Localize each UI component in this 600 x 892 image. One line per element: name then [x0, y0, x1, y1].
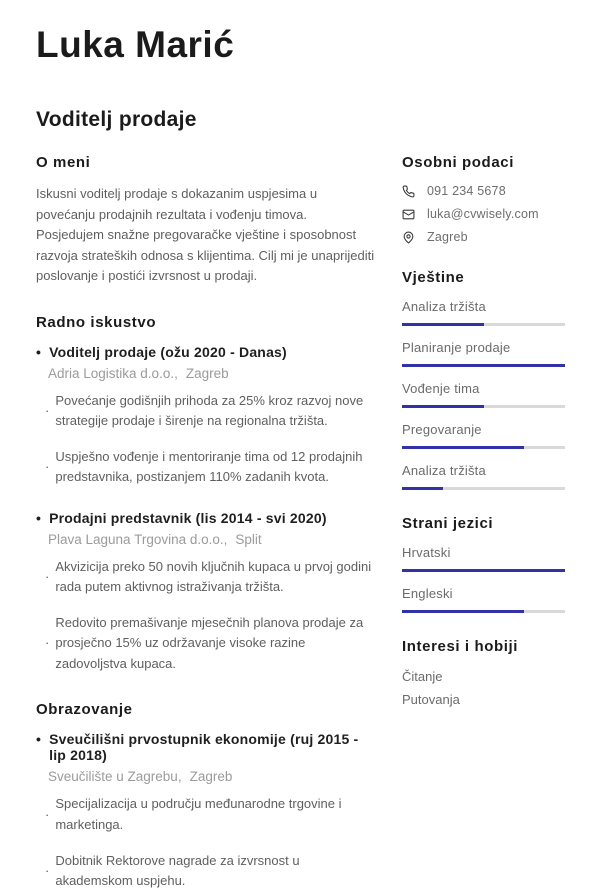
language-label: Hrvatski: [402, 545, 451, 560]
language-label: Engleski: [402, 586, 453, 601]
content-columns: [36, 154, 565, 892]
right-column: [402, 154, 565, 892]
skill-label: Analiza tržišta: [402, 463, 486, 478]
dot-icon: ·: [45, 569, 50, 585]
dot-icon: ·: [45, 806, 50, 822]
dot-icon: ·: [45, 635, 50, 651]
contact-location-row: [402, 230, 565, 244]
skill-label: Vođenje tima: [402, 381, 480, 396]
job-entry: [36, 344, 378, 488]
dot-icon: ·: [45, 458, 50, 474]
job-company: Adria Logistika d.o.o.,: [48, 365, 178, 381]
bullet-icon: •: [36, 343, 42, 360]
education-entry: [36, 731, 378, 891]
location-icon: [402, 231, 415, 244]
language-bar-track: [402, 569, 565, 572]
language-bar-fill: [402, 569, 565, 572]
job-title-line: [36, 510, 378, 526]
skill-bar-fill: [402, 487, 443, 490]
skill-item: [402, 299, 565, 326]
education-detail: [45, 851, 378, 892]
contact-email-row: [402, 207, 565, 221]
language-bar-track: [402, 610, 565, 613]
phone-icon: [402, 185, 415, 198]
section-about: [36, 154, 378, 287]
skills-heading: Vještine: [402, 269, 465, 286]
job-detail: [45, 391, 378, 432]
skill-bar-fill: [402, 364, 565, 367]
skill-label: Pregovaranje: [402, 422, 482, 437]
education-detail-text: Specijalizacija u području međunarodne trgovine i marketinga.: [55, 796, 342, 832]
skill-item: [402, 340, 565, 367]
language-bar-fill: [402, 610, 524, 613]
job-detail: [45, 613, 378, 675]
education-detail: [45, 794, 378, 835]
section-contact: [402, 154, 565, 244]
dot-icon: ·: [45, 402, 50, 418]
languages-heading: Strani jezici: [402, 515, 494, 532]
job-detail-text: Povećanje godišnjih prihoda za 25% kroz razvoj nove strategije prodaje i širenje na regionalna tržišta.: [55, 392, 364, 429]
skill-item: [402, 381, 565, 408]
hobby-item: Putovanja: [402, 691, 460, 707]
skill-bar-track: [402, 405, 565, 408]
job-location: Split: [235, 531, 262, 547]
email-icon: [402, 208, 415, 221]
skill-bar-track: [402, 446, 565, 449]
about-text: Iskusni voditelj prodaje s dokazanim uspjesima u povećanju prodajnih rezultata i vođenju timova. Posjedujem snažne pregovaračke vještine i sposobnost razvoja strateških odnosa s klijentima. Cilj mi je unaprijediti poslovanje i postići izvrsnost u prodaji.: [36, 186, 375, 284]
job-detail-text: Uspješno vođenje i mentoriranje tima od 12 prodajnih predstavnika, postizanjem 110% zadanih kvota.: [55, 448, 363, 485]
skill-bar-track: [402, 364, 565, 367]
education-location: Zagreb: [189, 769, 233, 785]
job-company-line: [48, 532, 378, 547]
section-experience: [36, 314, 378, 675]
bullet-icon: •: [36, 509, 42, 526]
job-detail-text: Redovito premašivanje mjesečnih planova prodaje za prosječno 15% uz održavanje visoke razine zadovoljstva kupaca.: [55, 614, 364, 671]
hobby-item: Čitanje: [402, 669, 443, 684]
location-value: Zagreb: [427, 230, 468, 244]
dot-icon: ·: [45, 862, 50, 878]
contact-phone-row: [402, 184, 565, 198]
section-hobbies: [402, 638, 565, 710]
skill-label: Planiranje prodaje: [402, 340, 511, 355]
job-title-text: Voditelj prodaje (ožu 2020 - Danas): [49, 343, 287, 360]
job-title-text: Prodajni predstavnik (lis 2014 - svi 2020): [49, 509, 327, 526]
skill-bar-fill: [402, 405, 484, 408]
skill-item: [402, 422, 565, 449]
education-school: Sveučilište u Zagrebu,: [48, 769, 182, 785]
education-school-line: [48, 769, 378, 784]
education-heading: Obrazovanje: [36, 701, 133, 719]
job-location: Zagreb: [185, 365, 229, 381]
person-job-title: Voditelj prodaje: [36, 108, 197, 131]
email-value: luka@cvwisely.com: [427, 207, 539, 221]
skill-bar-fill: [402, 323, 484, 326]
section-languages: [402, 515, 565, 613]
section-education: [36, 701, 378, 891]
job-entry: [36, 510, 378, 675]
left-column: [36, 154, 378, 892]
person-name: Luka Marić: [36, 24, 235, 65]
job-company-line: [48, 366, 378, 381]
job-title-line: [36, 344, 378, 360]
language-item: [402, 586, 565, 613]
hobbies-heading: Interesi i hobiji: [402, 638, 519, 655]
contact-heading: Osobni podaci: [402, 154, 514, 171]
section-skills: [402, 269, 565, 490]
bullet-icon: •: [36, 731, 42, 748]
job-detail-text: Akvizicija preko 50 novih ključnih kupaca u prvoj godini rada putem aktivnog istraživanja tržišta.: [55, 558, 372, 595]
education-title-line: [36, 731, 378, 763]
language-item: [402, 545, 565, 572]
skill-bar-track: [402, 323, 565, 326]
skill-item: [402, 463, 565, 490]
job-detail: [45, 557, 378, 598]
phone-value: 091 234 5678: [427, 184, 506, 198]
about-heading: O meni: [36, 154, 91, 171]
experience-heading: Radno iskustvo: [36, 313, 157, 331]
job-detail: [45, 447, 378, 488]
education-title-text: Sveučilišni prvostupnik ekonomije (ruj 2015 - lip 2018): [49, 731, 359, 764]
skill-bar-fill: [402, 446, 524, 449]
education-detail-text: Dobitnik Rektorove nagrade za izvrsnost u akademskom uspjehu.: [55, 852, 300, 889]
job-company: Plava Laguna Trgovina d.o.o.,: [48, 531, 228, 547]
skill-label: Analiza tržišta: [402, 299, 486, 314]
skill-bar-track: [402, 487, 565, 490]
